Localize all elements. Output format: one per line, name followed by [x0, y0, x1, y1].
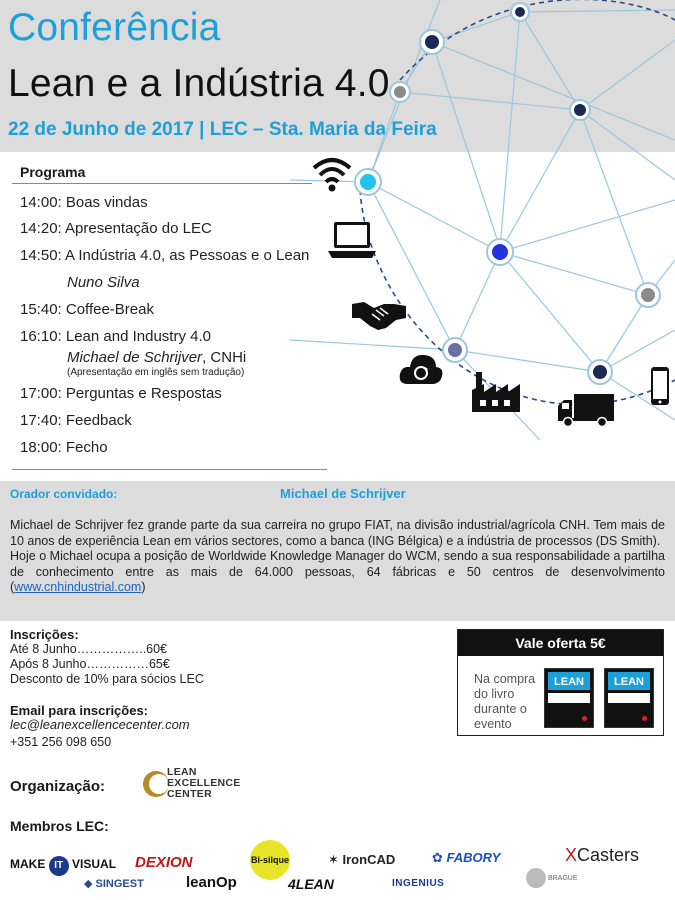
cnh-link[interactable]: www.cnhindustrial.com — [14, 580, 142, 594]
cloud-sync-icon — [398, 350, 444, 386]
inscricoes-title: Inscrições: — [10, 627, 79, 642]
casters-logo: XCasters — [565, 845, 640, 865]
bio-paragraph-1: Michael de Schrijver fez grande parte da sua carreira no grupo FIAT, na divisão industrial/agrícola CNH. Tem mais de 10 anos de experiência Lean em vários sectores, como a banca (ING Bélgica) e a indústria de processos (DS Smith). — [10, 518, 665, 548]
schedule-item: 18:00: Fecho — [20, 439, 108, 456]
factory-icon — [470, 370, 522, 414]
bisilque-logo: Bi-silque — [250, 840, 290, 880]
schedule-speaker — [67, 349, 246, 366]
event-date-location: 22 de Junho de 2017 | LEC – Sta. Maria da Feira — [8, 119, 437, 140]
book-cover: LEAN — [604, 668, 654, 728]
schedule-speaker: Nuno Silva — [67, 274, 140, 291]
handshake-icon — [350, 296, 408, 332]
price-line: Até 8 Junho……………..60€ — [10, 642, 168, 656]
price-line: Após 8 Junho……………65€ — [10, 657, 170, 671]
fabory-logo: ✿ FABORY — [432, 850, 501, 865]
schedule-item: 14:50: A Indústria 4.0, as Pessoas e o Lean — [20, 247, 310, 264]
schedule-item: 14:20: Apresentação do LEC — [20, 220, 212, 237]
schedule-item: 17:00: Perguntas e Respostas — [20, 385, 222, 402]
lec-logo-text: LEAN EXCELLENCE CENTER — [167, 766, 241, 800]
schedule-item: 15:40: Coffee-Break — [20, 301, 154, 318]
title-line2: Lean e a Indústria 4.0 — [8, 62, 390, 105]
schedule-note: (Apresentação em inglês sem tradução) — [67, 367, 245, 378]
laptop-icon — [326, 220, 378, 262]
title-line1: Conferência — [8, 6, 221, 49]
bio-paragraph-2: Hoje o Michael ocupa a posição de Worldwide Knowledge Manager do WCM, sendo a sua responsabilidade a partilha de conhecimento entre as mais de 64.000 pessoas, 64 fábricas e 50 centros de desenvolvimento ( — [10, 549, 665, 594]
ingenius-logo: INGENIUS — [392, 878, 445, 889]
speaker-org: , CNHi — [202, 349, 247, 366]
truck-icon — [556, 392, 616, 428]
programa-heading: Programa — [20, 164, 86, 180]
email-address[interactable]: lec@leanexcellencecenter.com — [10, 717, 190, 732]
orador-label: Orador convidado: — [10, 487, 118, 501]
voucher-box — [457, 629, 664, 736]
4lean-logo: 4LEAN — [288, 876, 334, 892]
voucher-title: Vale oferta 5€ — [458, 630, 663, 656]
dexion-logo: DEXION — [135, 854, 193, 871]
phone-number: +351 256 098 650 — [10, 735, 112, 749]
speaker-name: Michael de Schrijver — [67, 349, 203, 366]
book-cover: LEAN — [544, 668, 594, 728]
orador-bio: Michael de Schrijver fez grande parte da sua carreira no grupo FIAT, na divisão industrial/agrícola CNH. Tem mais de 10 anos de experiência Lean em vários sectores, como a banca (ING Bélgica) e a indústria de processos (DS Smith). Hoje o Michael ocupa a posição de Worldwide Knowledge Manager do WCM, sendo a sua responsabilidade a partilha de conhecimento entre as mais de 64.000 pessoas, 64 fábricas e 50 centros de desenvolvimento (www.cnhindustrial.com) — [10, 518, 665, 594]
organizacao-label: Organização: — [10, 778, 106, 795]
wifi-icon — [310, 154, 354, 194]
programa-divider-top — [12, 183, 312, 184]
orador-name: Michael de Schrijver — [280, 486, 406, 501]
schedule-item: 14:00: Boas vindas — [20, 194, 148, 211]
brague-logo: BRAGUE — [526, 868, 578, 888]
schedule-item: 17:40: Feedback — [20, 412, 132, 429]
programa-divider-bottom — [12, 469, 327, 470]
discount-line: Desconto de 10% para sócios LEC — [10, 672, 204, 686]
ironcad-logo: ✶ IronCAD — [328, 852, 396, 867]
membros-label: Membros LEC: — [10, 818, 109, 834]
smartphone-icon — [650, 366, 670, 406]
leanop-logo: leanOp — [186, 874, 237, 891]
schedule-item: 16:10: Lean and Industry 4.0 — [20, 328, 211, 345]
email-title: Email para inscrições: — [10, 703, 149, 718]
voucher-text: Na compra do livro durante o evento — [474, 672, 536, 731]
singest-logo: ◆ SINGEST — [84, 878, 144, 890]
makeitvisual-logo: MAKE IT VISUAL — [10, 856, 116, 876]
